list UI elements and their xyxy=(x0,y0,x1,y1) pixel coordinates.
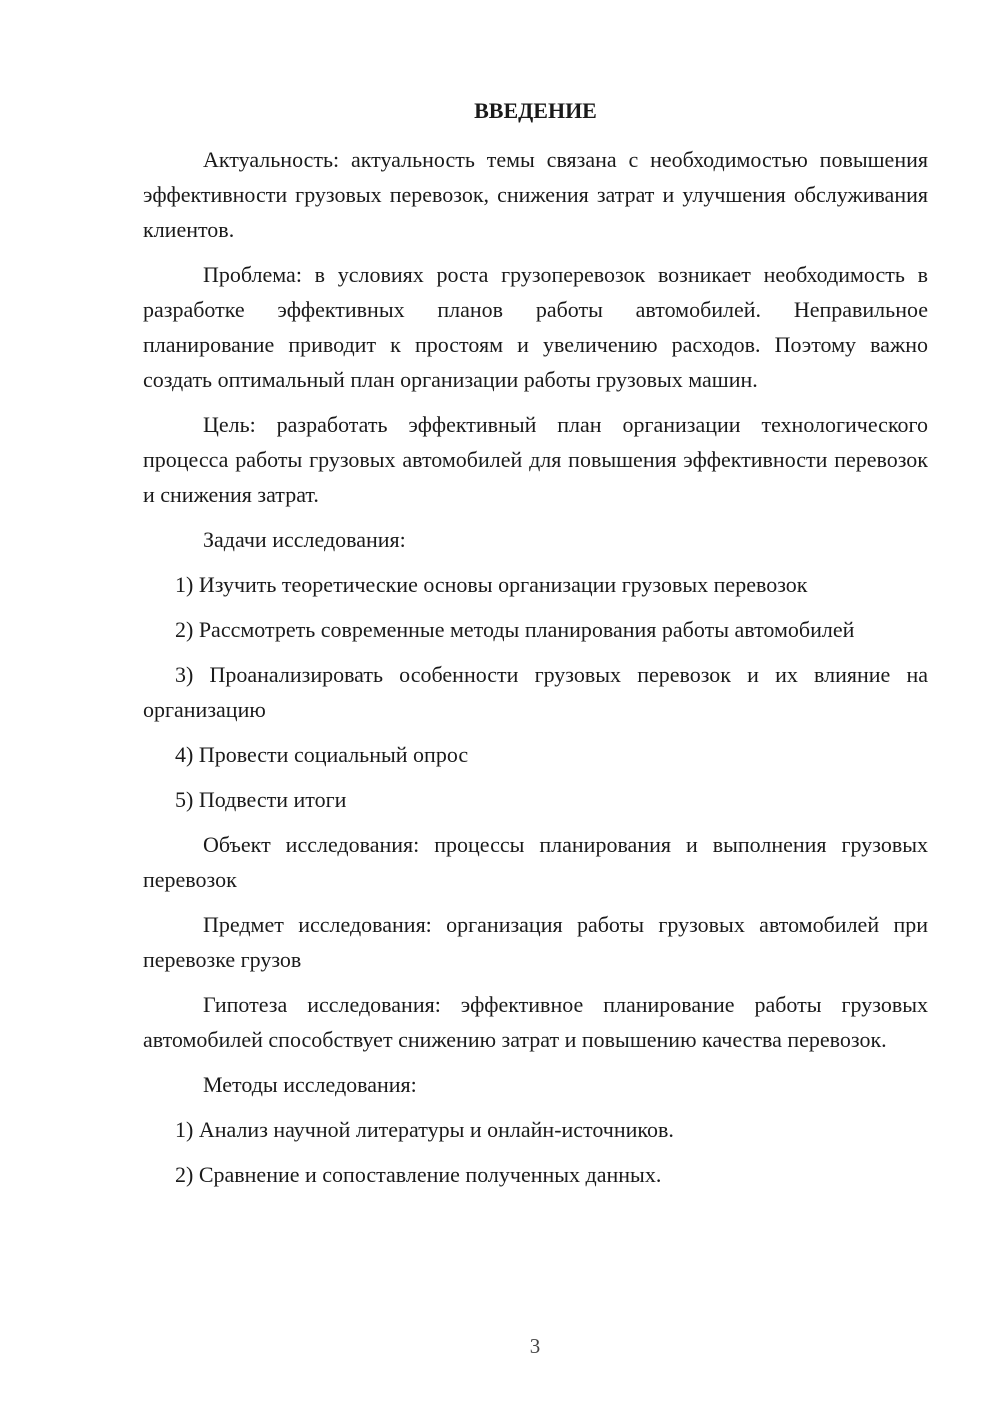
list-item-task-2: 2) Рассмотреть современные методы планирования работы автомобилей xyxy=(175,617,855,642)
paragraph-relevance: Актуальность: актуальность темы связана с необходимостью повышения эффективности грузовых перевозок, снижения затрат и улучшения обслуживания клиентов. xyxy=(143,147,928,242)
list-item-task-4: 4) Провести социальный опрос xyxy=(175,742,469,767)
list-item-task-3: 3) Проанализировать особенности грузовых перевозок и их влияние на организацию xyxy=(143,662,928,722)
list-item-method-1: 1) Анализ научной литературы и онлайн-источников. xyxy=(175,1117,674,1142)
paragraph-goal: Цель: разработать эффективный план организации технологического процесса работы грузовых автомобилей для повышения эффективности перевозок и снижения затрат. xyxy=(143,412,928,507)
paragraph-problem: Проблема: в условиях роста грузоперевозок возникает необходимость в разработке эффективных планов работы автомобилей. Неправильное планирование приводит к простоям и увеличению расходов. Поэтому важно создать оптимальный план организации работы грузовых машин. xyxy=(143,262,928,392)
list-item-method-2: 2) Сравнение и сопоставление полученных данных. xyxy=(175,1162,662,1187)
paragraph-hypothesis: Гипотеза исследования: эффективное планирование работы грузовых автомобилей способствует снижению затрат и повышению качества перевозок. xyxy=(143,992,928,1052)
paragraph-subject: Предмет исследования: организация работы грузовых автомобилей при перевозке грузов xyxy=(143,912,928,972)
list-item-task-1: 1) Изучить теоретические основы организации грузовых перевозок xyxy=(175,572,808,597)
page-number: 3 xyxy=(529,1334,541,1358)
document-body xyxy=(143,142,928,1192)
paragraph-object: Объект исследования: процессы планирования и выполнения грузовых перевозок xyxy=(143,832,928,892)
paragraph-methods-heading: Методы исследования: xyxy=(203,1072,417,1097)
paragraph-tasks-heading: Задачи исследования: xyxy=(203,527,406,552)
section-title: ВВЕДЕНИЕ xyxy=(474,98,597,123)
list-item-task-5: 5) Подвести итоги xyxy=(175,787,347,812)
